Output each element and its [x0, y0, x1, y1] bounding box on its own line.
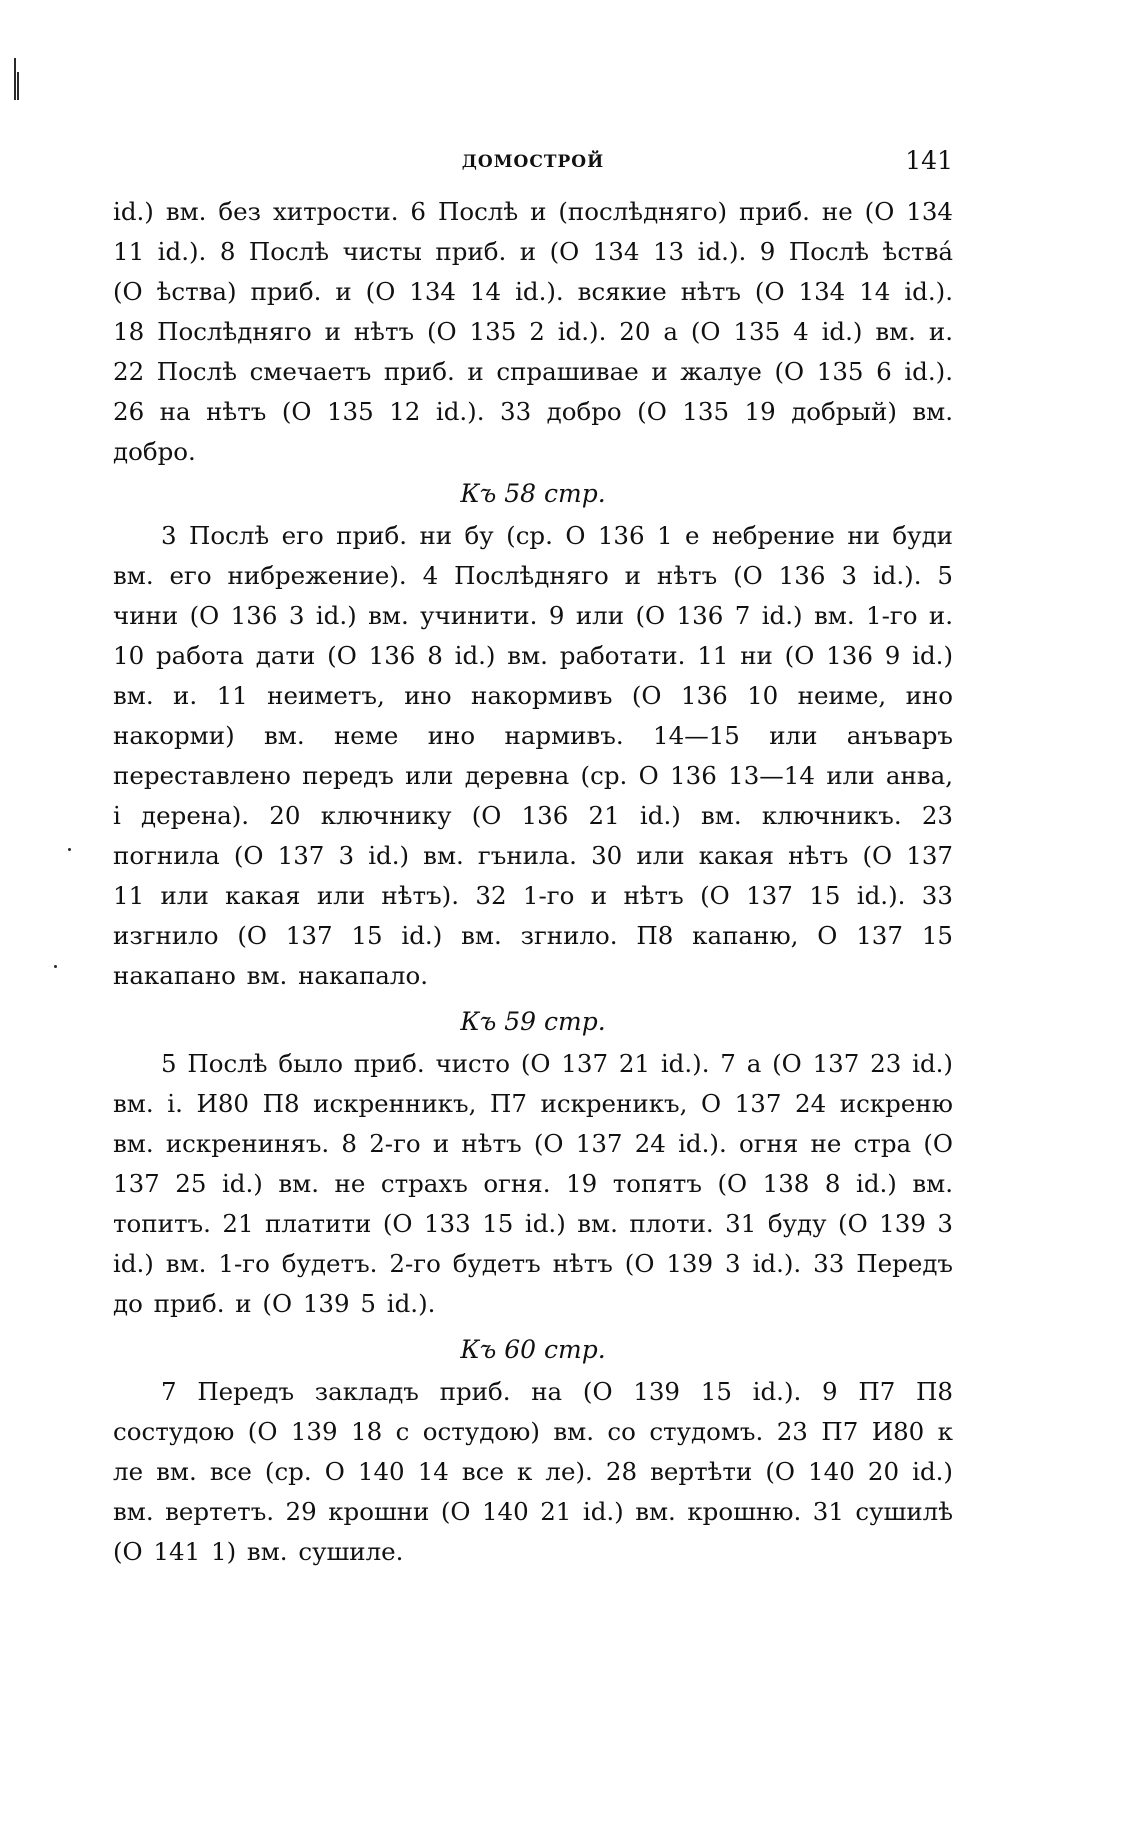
scan-edge-mark [14, 58, 16, 100]
scan-dot [54, 965, 57, 968]
scan-edge-mark [17, 72, 19, 100]
section-heading: Къ 59 стр. [460, 1007, 606, 1036]
page-number: 141 [905, 146, 953, 175]
running-head: ДОМОСТРОЙ [461, 152, 605, 172]
page-header [113, 146, 953, 176]
paragraph: id.) вм. без хитрости. 6 Послѣ и (послѣдняго) приб. не (О 134 11 id.). 8 Послѣ чисты приб. и (О 134 13 id.). 9 Послѣ ѣствá (О ѣства) приб. и (О 134 14 id.). всякие нѣтъ (О 134 14 id.). 18 Послѣдняго и нѣтъ (О 135 2 id.). 20 а (О 135 4 id.) вм. и. 22 Послѣ смечаетъ приб. и спрашивае и жалуе (О 135 6 id.). 26 на нѣтъ (О 135 12 id.). 33 добро (О 135 19 добрый) вм. добро. [113, 197, 953, 466]
section-heading: Къ 60 стр. [460, 1335, 606, 1364]
paragraph: 5 Послѣ было приб. чисто (О 137 21 id.). 7 а (О 137 23 id.) вм. і. И80 П8 искренникъ, П7 искреникъ, О 137 24 искреню вм. искрениняъ. 8 2-го и нѣтъ (О 137 24 id.). огня не стра (О 137 25 id.) вм. не страхъ огня. 19 топятъ (О 138 8 id.) вм. топитъ. 21 платити (О 133 15 id.) вм. плоти. 31 буду (О 139 3 id.) вм. 1-го будетъ. 2-го будетъ нѣтъ (О 139 3 id.). 33 Передъ до приб. и (О 139 5 id.). [113, 1049, 953, 1318]
paragraph: 3 Послѣ его приб. ни бу (ср. О 136 1 е небрение ни буди вм. его нибрежение). 4 Послѣдняго и нѣтъ (О 136 3 id.). 5 чини (О 136 3 id.) вм. учинити. 9 или (О 136 7 id.) вм. 1-го и. 10 работа дати (О 136 8 id.) вм. работати. 11 ни (О 136 9 id.) вм. и. 11 неиметъ, ино накормивъ (О 136 10 неиме, ино накорми) вм. неме ино нармивъ. 14—15 или анъваръ переставлено передъ или деревна (ср. О 136 13—14 или анва, і дерена). 20 ключнику (О 136 21 id.) вм. ключникъ. 23 погнила (О 137 3 id.) вм. гънила. 30 или какая нѣтъ (О 137 11 или какая или нѣтъ). 32 1-го и нѣтъ (О 137 15 id.). 33 изгнило (О 137 15 id.) вм. згнило. П8 капаню, О 137 15 накапано вм. накапало. [113, 521, 953, 990]
paragraph: 7 Передъ закладъ приб. на (О 139 15 id.). 9 П7 П8 состудою (О 139 18 с остудою) вм. со студомъ. 23 П7 И80 к ле вм. все (ср. О 140 14 все к ле). 28 вертѣти (О 140 20 id.) вм. вертетъ. 29 крошни (О 140 21 id.) вм. крошню. 31 сушилѣ (О 141 1) вм. сушиле. [113, 1377, 953, 1566]
page-content [113, 192, 953, 1572]
scan-dot [68, 848, 71, 851]
section-heading: Къ 58 стр. [460, 479, 606, 508]
